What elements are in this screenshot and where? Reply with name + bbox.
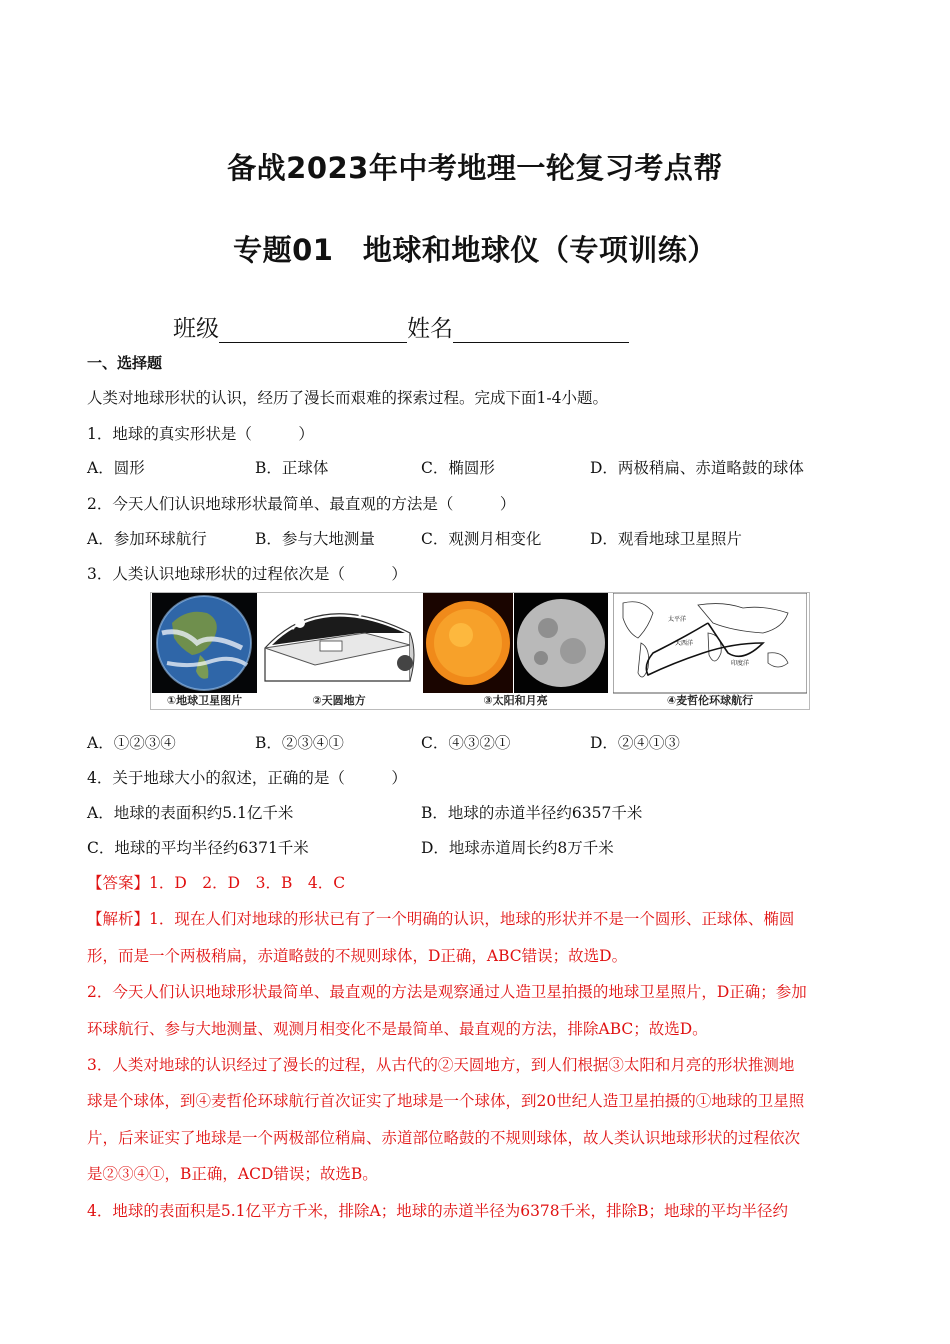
question-2-option-b[interactable]: B．参与大地测量 xyxy=(255,530,375,548)
question-4-stem: 4．关于地球大小的叙述，正确的是（ ） xyxy=(87,769,407,787)
answer-key: 【答案】1．D 2．D 3．B 4．C xyxy=(87,874,346,892)
name-label: 姓名 xyxy=(407,316,453,342)
question-1-option-b[interactable]: B．正球体 xyxy=(255,459,329,477)
section-heading: 一、选择题 xyxy=(87,354,163,372)
question-3-option-c[interactable]: C．④③②① xyxy=(421,734,511,752)
caption-round-sky: ②天圆地方 xyxy=(312,694,366,707)
question-4-option-b[interactable]: B．地球的赤道半径约6357千米 xyxy=(421,804,643,822)
caption-earth: ①地球卫星图片 xyxy=(166,694,243,707)
magellan-route-map xyxy=(613,593,807,706)
analysis-line-7: 片，后来证实了地球是一个两极部位稍扁、赤道部位略鼓的不规则球体，故人类认识地球形状的过程依次 xyxy=(87,1129,801,1147)
question-2-option-c[interactable]: C．观测月相变化 xyxy=(421,530,542,548)
class-blank[interactable] xyxy=(219,318,407,343)
question-3-option-a[interactable]: A．①②③④ xyxy=(87,734,176,752)
analysis-line-2: 形，而是一个两极稍扁，赤道略鼓的不规则球体，D正确，ABC错误；故选D。 xyxy=(87,947,628,965)
class-label: 班级 xyxy=(173,316,219,342)
analysis-line-5: 3．人类对地球的认识经过了漫长的过程，从古代的②天圆地方，到人们根据③太阳和月亮的形状推测地 xyxy=(87,1056,795,1074)
question-3-option-b[interactable]: B．②③④① xyxy=(255,734,344,752)
analysis-line-3: 2．今天人们认识地球形状最简单、最直观的方法是观察通过人造卫星拍摄的地球卫星照片，D正确；参加 xyxy=(87,983,807,1001)
analysis-line-6: 球是个球体，到④麦哲伦环球航行首次证实了地球是一个球体，到20世纪人造卫星拍摄的①地球的卫星照 xyxy=(87,1092,805,1110)
earth-satellite-image xyxy=(152,593,257,706)
map-label-pacific: 太平洋 xyxy=(668,616,687,623)
document-subtitle: 专题01 地球和地球仪（专项训练） xyxy=(233,233,717,267)
round-sky-square-earth-image xyxy=(260,593,418,706)
document-title: 备战2023年中考地理一轮复习考点帮 xyxy=(227,151,723,185)
question-1-stem: 1．地球的真实形状是（ ） xyxy=(87,425,314,443)
question-4-option-a[interactable]: A．地球的表面积约5.1亿千米 xyxy=(87,804,294,822)
question-3-option-d[interactable]: D．②④①③ xyxy=(590,734,680,752)
map-label-atlantic: 大西洋 xyxy=(675,640,694,647)
intro-text: 人类对地球形状的认识，经历了漫长而艰难的探索过程。完成下面1-4小题。 xyxy=(87,389,608,407)
question-1-option-c[interactable]: C．椭圆形 xyxy=(421,459,495,477)
analysis-line-9: 4．地球的表面积是5.1亿平方千米，排除A；地球的赤道半径为6378千米，排除B；地球的平均半径约 xyxy=(87,1202,789,1220)
question-1-option-a[interactable]: A．圆形 xyxy=(87,459,145,477)
question-4-option-c[interactable]: C．地球的平均半径约6371千米 xyxy=(87,839,309,857)
sun-and-moon-image xyxy=(423,593,608,706)
analysis-line-8: 是②③④①，B正确，ACD错误；故选B。 xyxy=(87,1165,378,1183)
analysis-line-4: 环球航行、参与大地测量、观测月相变化不是最简单、最直观的方法，排除ABC；故选D。 xyxy=(87,1020,708,1038)
question-1-option-d[interactable]: D．两极稍扁、赤道略鼓的球体 xyxy=(590,459,804,477)
question-4-option-d[interactable]: D．地球赤道周长约8万千米 xyxy=(421,839,614,857)
analysis-line-1: 【解析】1．现在人们对地球的形状已有了一个明确的认识，地球的形状并不是一个圆形、正球体、椭圆 xyxy=(87,910,795,928)
question-2-option-a[interactable]: A．参加环球航行 xyxy=(87,530,207,548)
question-2-stem: 2．今天人们认识地球形状最简单、最直观的方法是（ ） xyxy=(87,495,516,513)
student-info-line xyxy=(173,310,629,343)
question-3-stem: 3．人类认识地球形状的过程依次是（ ） xyxy=(87,565,407,583)
name-blank[interactable] xyxy=(453,318,629,343)
question-2-option-d[interactable]: D．观看地球卫星照片 xyxy=(590,530,742,548)
map-label-indian: 印度洋 xyxy=(731,660,750,667)
caption-magellan: ④麦哲伦环球航行 xyxy=(666,694,754,707)
caption-sun-moon: ③太阳和月亮 xyxy=(483,694,548,707)
